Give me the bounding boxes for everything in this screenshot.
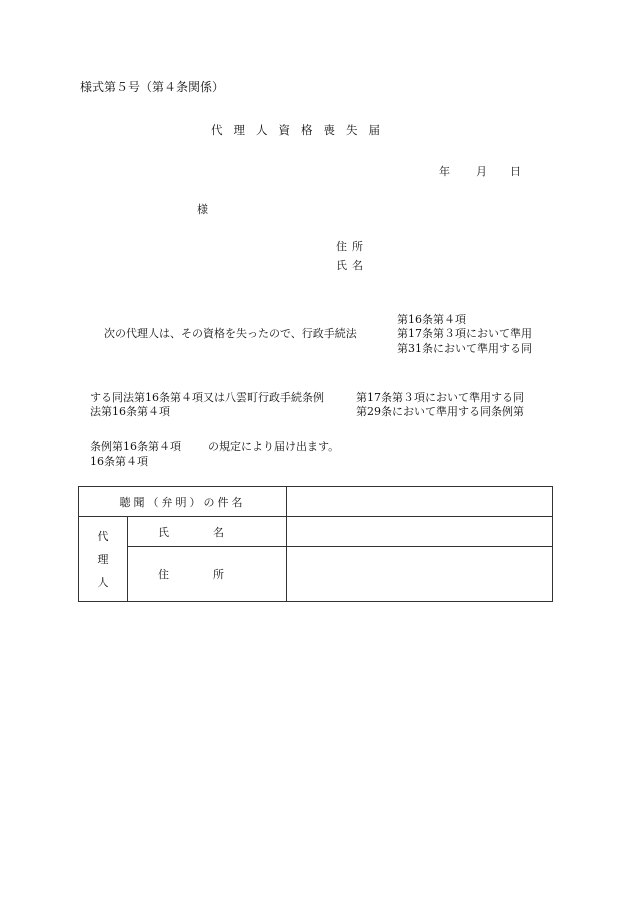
representative-table — [78, 486, 553, 602]
law-ref-option: 第31条において準用する同 — [397, 342, 532, 355]
representative-name-field[interactable] — [287, 517, 553, 547]
representative-label-char: 人 — [97, 575, 109, 589]
ordinance-ref-option: 第29条において準用する同条例第 — [356, 405, 524, 418]
hearing-subject-field[interactable] — [287, 487, 553, 517]
body-text-line: 16条第４項 — [90, 455, 148, 468]
name-label-part: 名 — [213, 525, 224, 539]
date-day-label: 日 — [510, 165, 521, 178]
body-text-line: 条例第16条第４項 — [90, 440, 181, 453]
law-ref-option: 第16条第４項 — [397, 313, 466, 326]
representative-name-label — [128, 517, 287, 547]
body-lead-text: 次の代理人は、その資格を失ったので、行政手続法 — [104, 327, 357, 340]
address-label-part: 所 — [213, 568, 224, 581]
representative-address-field[interactable] — [287, 547, 553, 602]
law-ref-option: 第17条第３項において準用 — [397, 327, 532, 340]
date-month-label: 月 — [476, 165, 487, 178]
addressee-honorific: 様 — [197, 203, 208, 216]
representative-label — [79, 517, 128, 602]
form-number: 様式第５号（第４条関係） — [80, 80, 225, 94]
address-label-part: 住 — [158, 568, 169, 581]
document-title: 代理人資格喪失届 — [211, 123, 391, 137]
body-text-line: する同法第16条第４項又は八雲町行政手続条例 — [90, 391, 324, 404]
ordinance-ref-option: 第17条第３項において準用する同 — [356, 391, 524, 404]
representative-label-char: 代 — [97, 529, 109, 543]
applicant-name-label: 氏名 — [336, 259, 368, 272]
name-label-part: 氏 — [158, 525, 169, 539]
representative-address-label — [128, 547, 287, 602]
applicant-address-label: 住所 — [336, 240, 368, 253]
hearing-subject-label: 聴聞（弁明）の件名 — [79, 487, 287, 517]
representative-label-char: 理 — [97, 552, 109, 566]
date-year-label: 年 — [439, 165, 450, 178]
body-closing-text: の規定により届け出ます。 — [208, 440, 340, 453]
body-text-line: 法第16条第４項 — [90, 405, 170, 418]
